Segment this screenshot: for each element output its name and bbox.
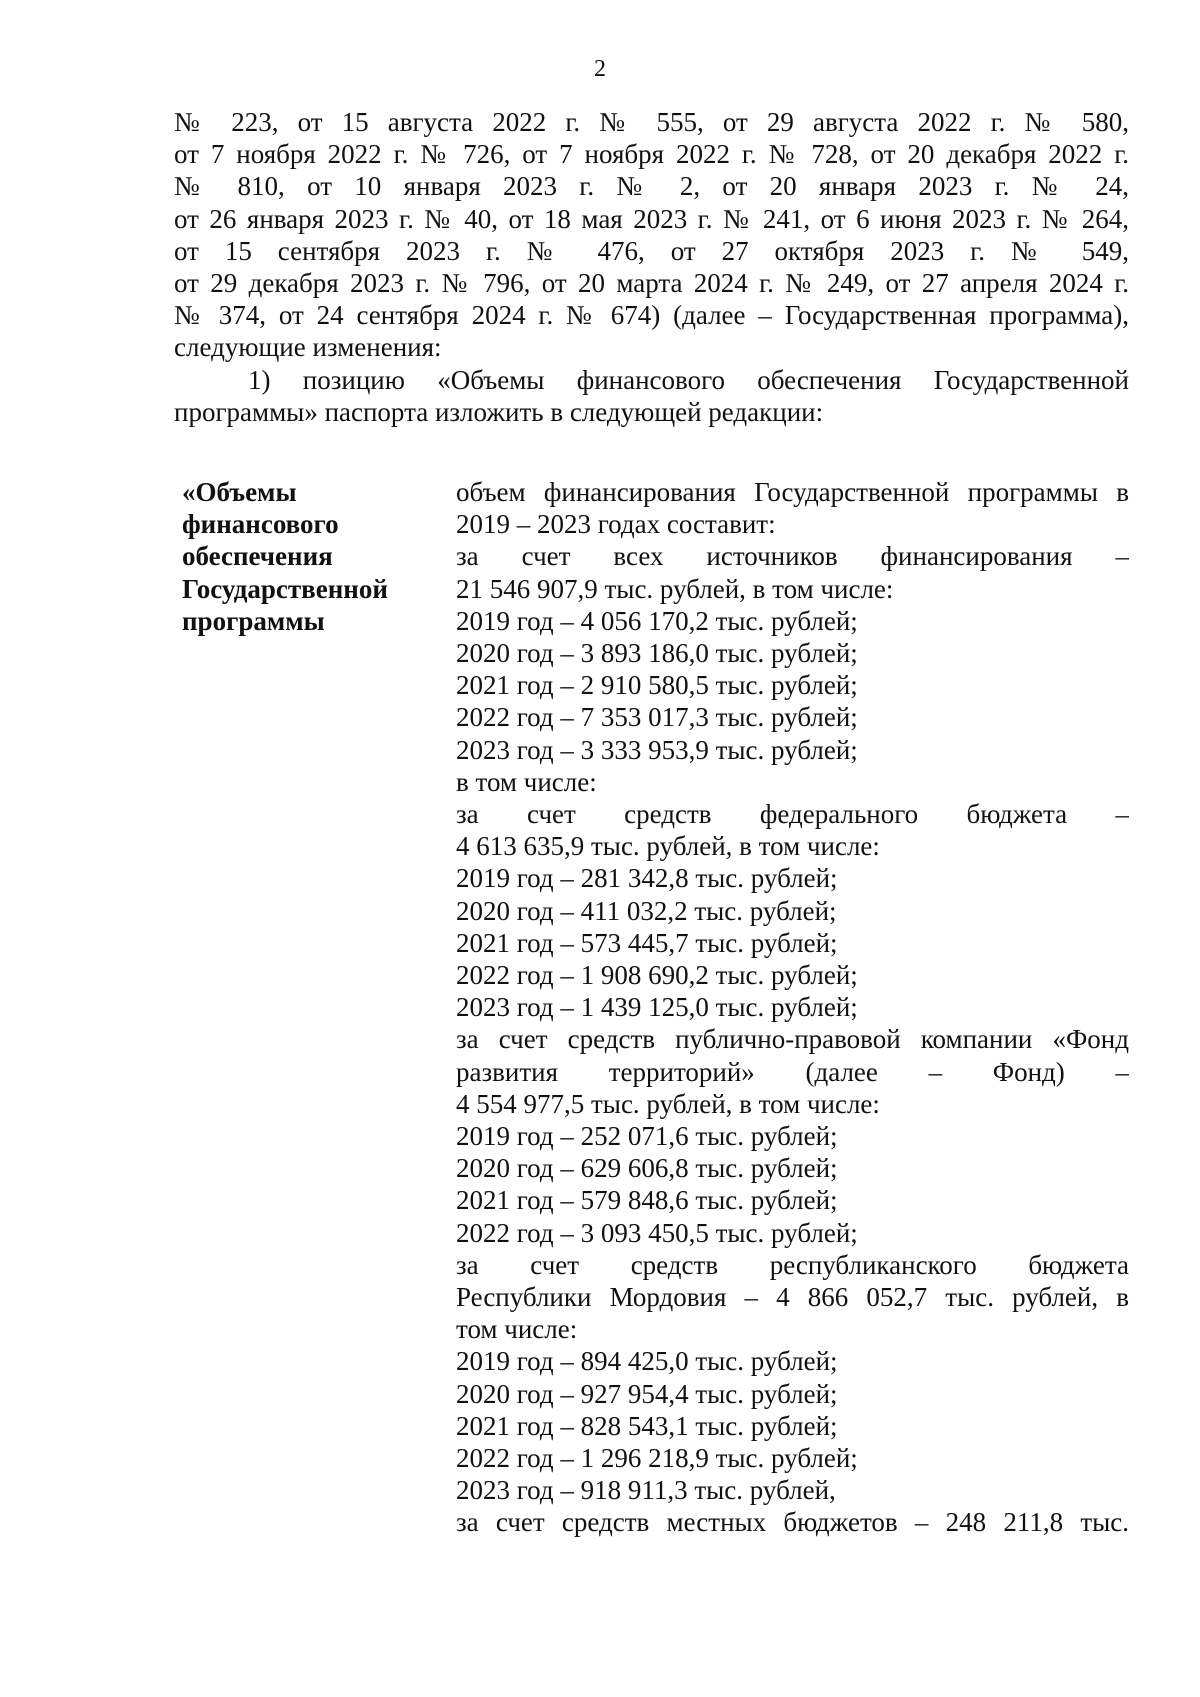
intro-paragraph xyxy=(174,106,1129,428)
intro-line: программы» паспорта изложить в следующей редакции: xyxy=(174,396,824,427)
intro-line: от 29 декабря 2023 г. № 796, от 20 марта 2024 г. № 249, от 27 апреля 2024 г. xyxy=(174,267,1129,298)
value-line: 2019 год – 281 342,8 тыс. рублей; xyxy=(456,863,838,894)
value-line: 2023 год – 918 911,3 тыс. рублей, xyxy=(456,1475,836,1506)
value-line: 4 554 977,5 тыс. рублей, в том числе: xyxy=(456,1088,880,1119)
intro-line: № 810, от 10 января 2023 г. № 2, от 20 января 2023 г. № 24, xyxy=(174,171,1129,202)
value-line: за счет средств федерального бюджета – xyxy=(456,799,1129,829)
value-line: 2021 год – 828 543,1 тыс. рублей; xyxy=(456,1410,838,1441)
value-line: 2019 год – 4 056 170,2 тыс. рублей; xyxy=(456,605,858,636)
value-line: объем финансирования Государственной программы в xyxy=(456,477,1129,507)
intro-line: 1) позицию «Объемы финансового обеспечения Государственной xyxy=(248,364,1129,395)
label-line: программы xyxy=(182,605,325,636)
value-line: за счет всех источников финансирования – xyxy=(456,541,1129,572)
value-line: 2020 год – 927 954,4 тыс. рублей; xyxy=(456,1378,838,1409)
value-line: том числе: xyxy=(456,1314,578,1345)
value-line: 2023 год – 1 439 125,0 тыс. рублей; xyxy=(456,992,858,1023)
value-line: 21 546 907,9 тыс. рублей, в том числе: xyxy=(456,573,894,604)
value-line: за счет средств публично-правовой компании «Фонд xyxy=(456,1024,1129,1055)
intro-line: от 7 ноября 2022 г. № 726, от 7 ноября 2022 г. № 728, от 20 декабря 2022 г. xyxy=(174,139,1129,170)
value-line: Республики Мордовия – 4 866 052,7 тыс. рублей, в xyxy=(456,1281,1129,1312)
value-line: за счет средств республиканского бюджета xyxy=(456,1249,1129,1280)
value-line: 2019 год – 252 071,6 тыс. рублей; xyxy=(456,1120,838,1151)
label-line: Государственной xyxy=(182,573,388,604)
value-line: 2019 – 2023 годах составит: xyxy=(456,509,776,540)
value-line: 2020 год – 3 893 186,0 тыс. рублей; xyxy=(456,637,858,668)
value-line: 2019 год – 894 425,0 тыс. рублей; xyxy=(456,1346,838,1377)
value-line: 2020 год – 629 606,8 тыс. рублей; xyxy=(456,1153,838,1184)
passport-label xyxy=(182,476,422,637)
intro-line: от 15 сентября 2023 г. № 476, от 27 октября 2023 г. № 549, xyxy=(174,235,1129,266)
page-number: 2 xyxy=(594,56,606,82)
value-line: 2022 год – 3 093 450,5 тыс. рублей; xyxy=(456,1217,858,1248)
value-line: 2021 год – 573 445,7 тыс. рублей; xyxy=(456,927,838,958)
value-line: 2023 год – 3 333 953,9 тыс. рублей; xyxy=(456,734,858,765)
value-line: 2020 год – 411 032,2 тыс. рублей; xyxy=(456,895,837,926)
label-line: обеспечения xyxy=(182,541,333,572)
value-line: 2021 год – 2 910 580,5 тыс. рублей; xyxy=(456,670,858,701)
value-line: в том числе: xyxy=(456,766,597,797)
value-line: за счет средств местных бюджетов – 248 211,8 тыс. xyxy=(456,1507,1129,1538)
passport-values xyxy=(456,476,1129,1539)
label-line: «Объемы xyxy=(182,477,297,507)
intro-line: № 223, от 15 августа 2022 г. № 555, от 29 августа 2022 г. № 580, xyxy=(174,107,1129,137)
intro-line: от 26 января 2023 г. № 40, от 18 мая 2023 г. № 241, от 6 июня 2023 г. № 264, xyxy=(174,203,1129,234)
value-line: 2022 год – 7 353 017,3 тыс. рублей; xyxy=(456,702,858,733)
label-line: финансового xyxy=(182,509,339,540)
intro-line: № 374, от 24 сентября 2024 г. № 674) (далее – Государственная программа), xyxy=(174,300,1129,331)
value-line: 2021 год – 579 848,6 тыс. рублей; xyxy=(456,1185,838,1216)
value-line: 2022 год – 1 908 690,2 тыс. рублей; xyxy=(456,960,858,990)
value-line: 4 613 635,9 тыс. рублей, в том числе: xyxy=(456,831,880,862)
value-line: развития территорий» (далее – Фонд) – xyxy=(456,1056,1129,1087)
value-line: 2022 год – 1 296 218,9 тыс. рублей; xyxy=(456,1442,858,1473)
intro-line: следующие изменения: xyxy=(174,332,442,363)
